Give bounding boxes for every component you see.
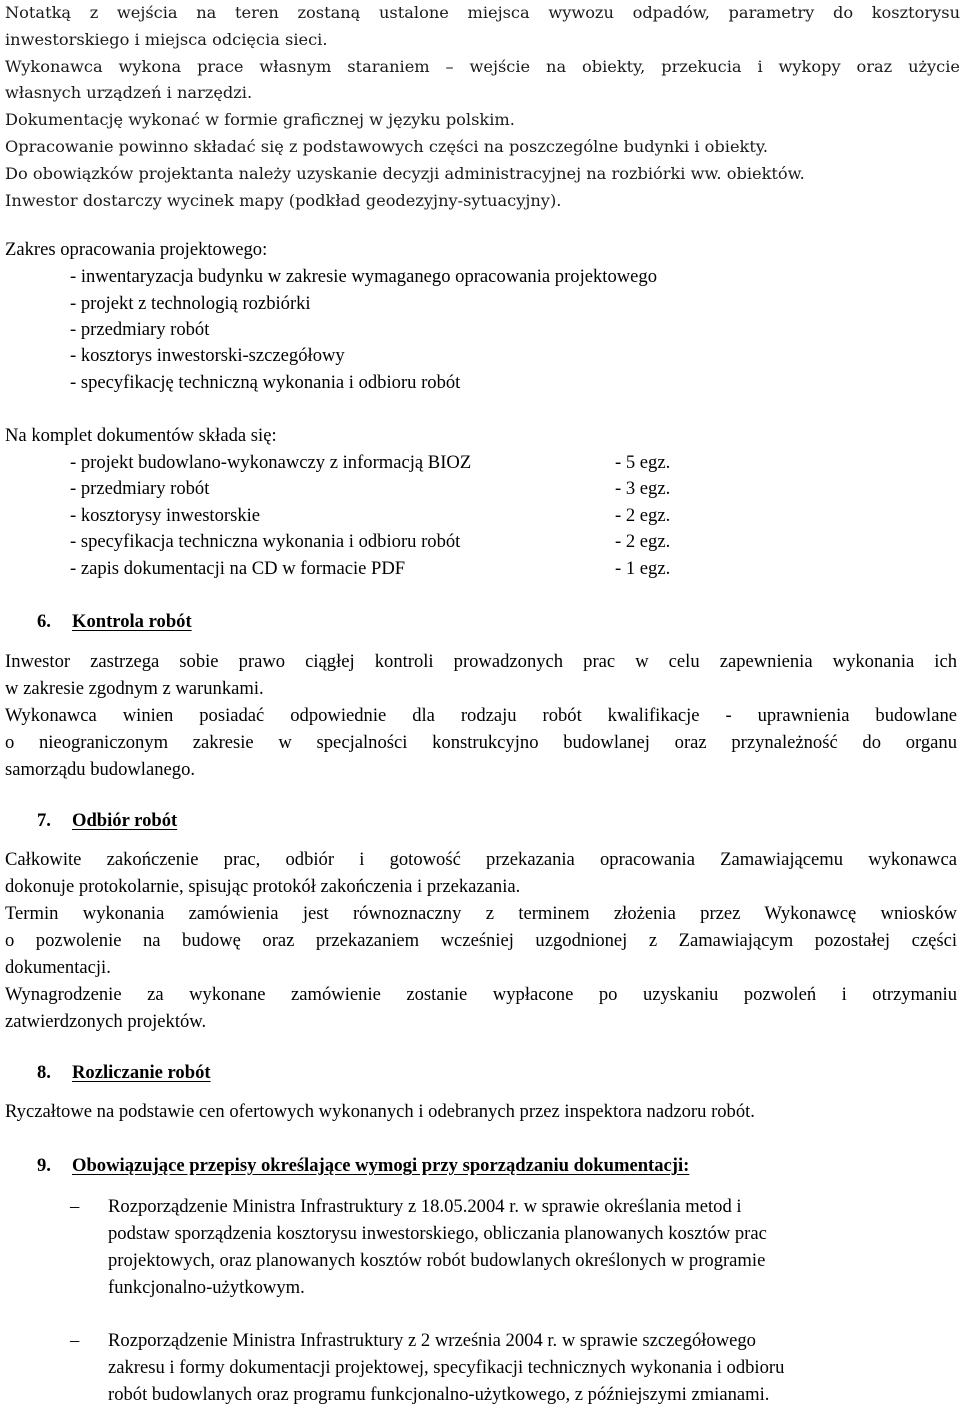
regulation-line: Rozporządzenie Ministra Infrastruktury z 18.05.2004 r. w sprawie określania metod i — [108, 1196, 742, 1217]
intro-line: Dokumentację wykonać w formie graficznej w języku polskim. — [5, 110, 515, 130]
section-title: Obowiązujące przepisy określające wymogi przy sporządzaniu dokumentacji: — [72, 1155, 690, 1176]
section-number: 9. — [37, 1155, 51, 1176]
intro-line: Do obowiązków projektanta należy uzyskanie decyzji administracyjnej na rozbiórki ww. obiektów. — [5, 163, 805, 183]
intro-line: Opracowanie powinno składać się z podstawowych części na poszczególne budynki i obiekty. — [5, 136, 768, 156]
intro-line: Wykonawca wykona prace własnym staraniem – wejście na obiekty, przekucia i wykopy oraz użycie — [5, 56, 960, 76]
set-heading: Na komplet dokumentów składa się: — [5, 425, 277, 446]
body-line: w zakresie zgodnym z warunkami. — [5, 678, 264, 699]
section-title: Kontrola robót — [72, 611, 192, 632]
scope-item: - kosztorys inwestorski-szczegółowy — [70, 345, 345, 366]
body-line: Inwestor zastrzega sobie prawo ciągłej kontroli prowadzonych prac w celu zapewnienia wykonania ich — [5, 651, 957, 672]
body-line: Wynagrodzenie za wykonane zamówienie zostanie wypłacone po uzyskaniu pozwoleń i otrzymaniu — [5, 984, 957, 1005]
body-line: samorządu budowlanego. — [5, 759, 196, 780]
regulation-line: podstaw sporządzenia kosztorysu inwestorskiego, obliczania planowanych kosztów prac — [108, 1223, 767, 1244]
regulation-line: robót budowlanych oraz programu funkcjonalno-użytkowego, z późniejszymi zmianami. — [108, 1384, 770, 1405]
set-item-label: - przedmiary robót — [70, 478, 210, 499]
dash-bullet: – — [70, 1196, 80, 1217]
section-7-body — [5, 846, 957, 1035]
set-item-label: - projekt budowlano-wykonawczy z informacją BIOZ — [70, 452, 472, 473]
section-6-body — [5, 648, 957, 783]
section-8-heading — [37, 1059, 211, 1086]
set-item-count: - 5 egz. — [615, 452, 671, 473]
body-line: Ryczałtowe na podstawie cen ofertowych wykonanych i odebranych przez inspektora nadzoru robót. — [5, 1101, 755, 1122]
regulation-line: zakresu i formy dokumentacji projektowej, specyfikacji technicznych wykonania i odbioru — [108, 1357, 785, 1378]
set-item-label: - kosztorysy inwestorskie — [70, 505, 261, 526]
set-item-count: - 2 egz. — [615, 531, 671, 552]
section-7-heading — [37, 807, 177, 834]
dash-bullet: – — [70, 1330, 80, 1351]
section-number: 7. — [37, 810, 51, 831]
body-line: o pozwolenie na budowę oraz przekazaniem wcześniej uzgodnionej z Zamawiającym pozostałej części — [5, 930, 957, 951]
section-number: 6. — [37, 611, 51, 632]
intro-line: Inwestor dostarczy wycinek mapy (podkład geodezyjny-sytuacyjny). — [5, 190, 562, 210]
intro-line: własnych urządzeń i narzędzi. — [5, 83, 253, 103]
body-line: dokonuje protokolarnie, spisując protokół zakończenia i przekazania. — [5, 876, 521, 897]
scope-item: - przedmiary robót — [70, 319, 210, 340]
regulation-line: Rozporządzenie Ministra Infrastruktury z 2 września 2004 r. w sprawie szczegółowego — [108, 1330, 756, 1351]
set-item-count: - 3 egz. — [615, 478, 671, 499]
set-item-label: - specyfikacja techniczna wykonania i odbioru robót — [70, 531, 461, 552]
intro-line: inwestorskiego i miejsca odcięcia sieci. — [5, 29, 328, 49]
intro-line: Notatką z wejścia na teren zostaną ustalone miejsca wywozu odpadów, parametry do kosztorysu — [5, 3, 960, 22]
set-item-label: - zapis dokumentacji na CD w formacie PDF — [70, 558, 406, 579]
set-item-count: - 2 egz. — [615, 505, 671, 526]
regulation-line: funkcjonalno-użytkowym. — [108, 1277, 305, 1298]
body-line: Termin wykonania zamówienia jest równoznaczny z terminem złożenia przez Wykonawcę wniosków — [5, 903, 957, 924]
body-line: Całkowite zakończenie prac, odbiór i gotowość przekazania opracowania Zamawiającemu wykonawca — [5, 849, 957, 870]
regulation-line: projektowych, oraz planowanych kosztów robót budowlanych określonych w programie — [108, 1250, 766, 1271]
section-number: 8. — [37, 1062, 51, 1083]
section-6-heading — [37, 608, 192, 635]
scope-item: - projekt z technologią rozbiórki — [70, 293, 311, 314]
section-9-heading — [37, 1152, 689, 1179]
regulation-text — [108, 1193, 960, 1301]
intro-paragraph — [5, 0, 960, 214]
set-item-count: - 1 egz. — [615, 558, 671, 579]
section-title: Odbiór robót — [72, 810, 178, 831]
scope-heading: Zakres opracowania projektowego: — [5, 239, 268, 260]
body-line: zatwierdzonych projektów. — [5, 1011, 207, 1032]
body-line: o nieograniczonym zakresie w specjalności konstrukcyjno budowlanej oraz przynależność do organu — [5, 732, 957, 753]
section-title: Rozliczanie robót — [72, 1062, 211, 1083]
section-8-body — [5, 1098, 957, 1125]
scope-item: - specyfikację techniczną wykonania i odbioru robót — [70, 372, 461, 393]
body-line: dokumentacji. — [5, 957, 111, 978]
body-line: Wykonawca winien posiadać odpowiednie dla rodzaju robót kwalifikacje - uprawnienia budowlane — [5, 705, 957, 726]
regulation-text — [108, 1327, 960, 1408]
scope-item: - inwentaryzacja budynku w zakresie wymaganego opracowania projektowego — [70, 266, 658, 287]
